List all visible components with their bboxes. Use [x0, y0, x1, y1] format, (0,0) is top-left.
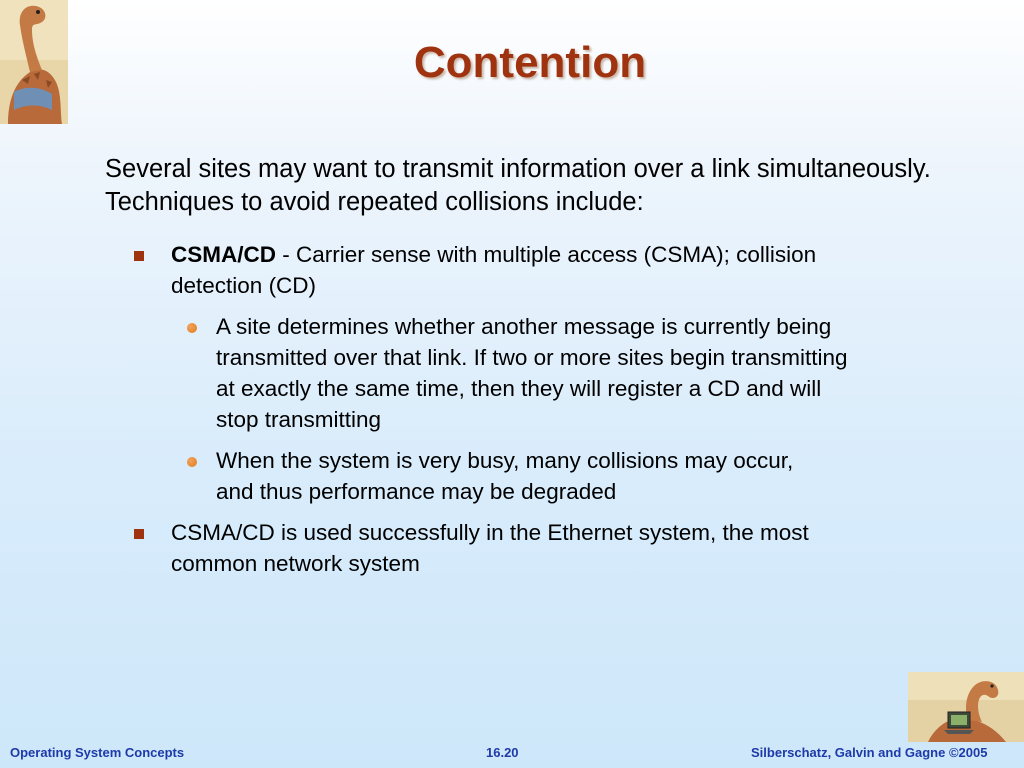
bullet-desc: - Carrier sense with multiple access (CSMA); collision detection (CD): [171, 242, 817, 298]
intro-paragraph: Several sites may want to transmit information over a link simultaneously. Techniques to avoid repeated collisions include:: [105, 155, 931, 216]
bullet-csma-cd: [171, 239, 851, 301]
bullet-term: CSMA/CD: [171, 242, 276, 267]
sub-bullet-site-determines: A site determines whether another message is currently being transmitted over that link. If two or more sites begin transmitting at exactly the same time, then they will register a CD and will stop transmitting: [216, 314, 848, 432]
footer-page-number: 16.20: [486, 745, 519, 760]
dinosaur-laptop-logo-icon: [908, 672, 1024, 742]
round-bullet-icon: [187, 323, 197, 333]
square-bullet-icon: [134, 529, 144, 539]
slide-title: Contention: [413, 38, 647, 87]
square-bullet-icon: [134, 251, 144, 261]
bullet-ethernet: CSMA/CD is used successfully in the Ethernet system, the most common network system: [171, 520, 809, 576]
round-bullet-icon: [187, 457, 197, 467]
footer-authors: Silberschatz, Galvin and Gagne ©2005: [751, 745, 988, 760]
sub-bullet-system-busy: When the system is very busy, many collisions may occur, and thus performance may be degraded: [216, 448, 794, 504]
footer-book-title: Operating System Concepts: [10, 745, 185, 760]
